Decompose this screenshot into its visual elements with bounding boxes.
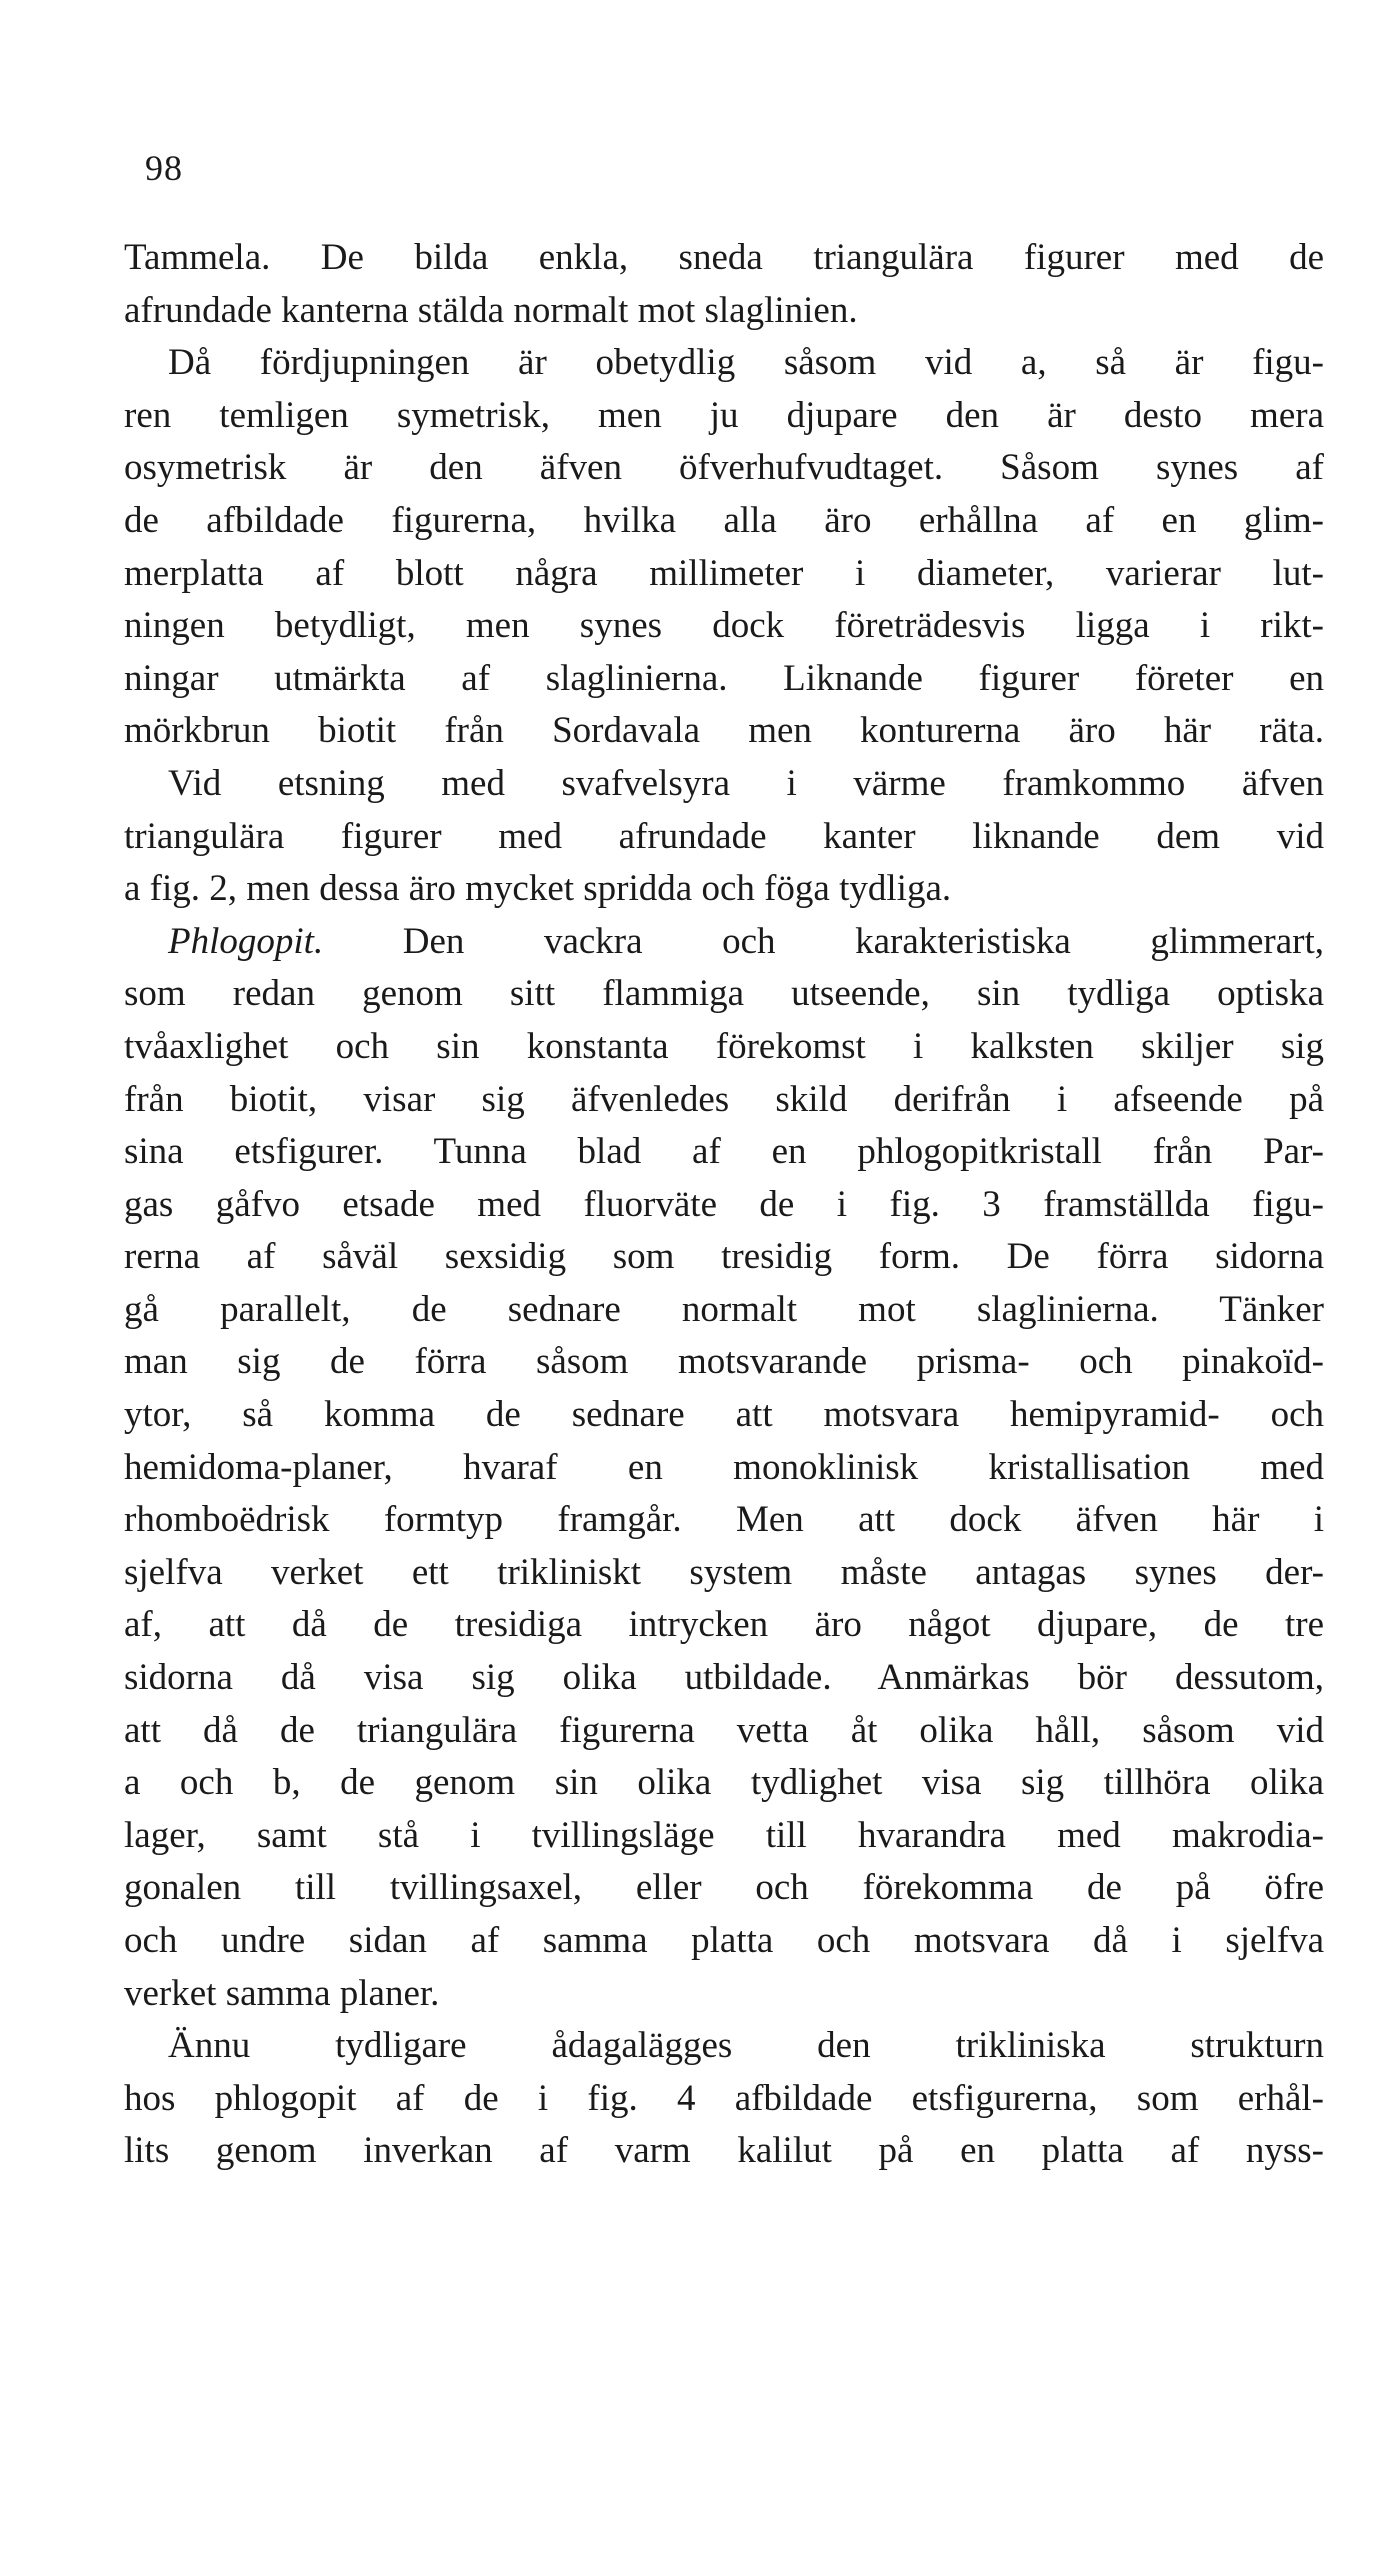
text-line: ningen betydligt, men synes dock företrädesvis ligga i rikt- <box>124 605 1324 647</box>
text-line: sina etsfigurer. Tunna blad af en phlogopitkristall från Par- <box>124 1131 1324 1173</box>
text-line: rerna af såväl sexsidig som tresidig form. De förra sidorna <box>124 1236 1324 1278</box>
text-line: merplatta af blott några millimeter i diameter, varierar lut- <box>124 552 1324 594</box>
text-line: lits genom inverkan af varm kalilut på en platta af nyss- <box>124 2130 1324 2172</box>
text-line: Tammela. De bilda enkla, sneda triangulära figurer med de <box>124 237 1324 278</box>
text-line: Då fördjupningen är obetydlig såsom vid a, så är figu- <box>168 342 1324 384</box>
italic-term: Phlogopit. <box>168 920 324 962</box>
text-line: a och b, de genom sin olika tydlighet visa sig tillhöra olika <box>124 1762 1324 1804</box>
text-line: tvåaxlighet och sin konstanta förekomst i kalksten skiljer sig <box>124 1025 1324 1067</box>
text-line <box>124 916 1324 969</box>
text-line: hos phlogopit af de i fig. 4 afbildade etsfigurerna, som erhål- <box>124 2077 1324 2119</box>
text-line: att då de triangulära figurerna vetta åt olika håll, såsom vid <box>124 1709 1324 1751</box>
text-line: lager, samt stå i tvillingsläge till hvarandra med makrodia- <box>124 1814 1324 1856</box>
text-line: Ännu tydligare ådagalägges den trikliniska strukturn <box>168 2025 1324 2067</box>
text-line-rest: Den vackra och karakteristiska glimmerart, <box>402 920 1325 962</box>
text-line: verket samma planer. <box>124 1972 440 2014</box>
text-line: triangulära figurer med afrundade kanter liknande dem vid <box>124 815 1324 857</box>
text-line: rhomboëdrisk formtyp framgår. Men att dock äfven här i <box>124 1499 1324 1541</box>
text-line: ren temligen symetrisk, men ju djupare den är desto mera <box>124 394 1324 436</box>
text-line: gas gåfvo etsade med fluorväte de i fig. 3 framställda figu- <box>124 1183 1324 1225</box>
text-line: ningar utmärkta af slaglinierna. Liknande figurer företer en <box>124 657 1324 699</box>
text-line: osymetrisk är den äfven öfverhufvudtaget. Såsom synes af <box>124 447 1324 489</box>
body-text <box>124 232 1324 2178</box>
text-line: Vid etsning med svafvelsyra i värme framkommo äfven <box>168 762 1324 804</box>
text-line: a fig. 2, men dessa äro mycket spridda och föga tydliga. <box>124 868 952 910</box>
text-line: ytor, så komma de sednare att motsvara hemipyramid- och <box>124 1394 1324 1436</box>
text-line: från biotit, visar sig äfvenledes skild derifrån i afseende på <box>124 1078 1324 1120</box>
text-line: de afbildade figurerna, hvilka alla äro erhållna af en glim- <box>124 499 1324 541</box>
text-line: man sig de förra såsom motsvarande prisma- och pinakoïd- <box>124 1341 1324 1383</box>
text-line: som redan genom sitt flammiga utseende, sin tydliga optiska <box>124 973 1324 1015</box>
text-line: mörkbrun biotit från Sordavala men konturerna äro här räta. <box>124 710 1324 752</box>
text-line: afrundade kanterna stälda normalt mot slaglinien. <box>124 289 858 331</box>
text-line: gå parallelt, de sednare normalt mot slaglinierna. Tänker <box>124 1288 1324 1330</box>
text-line: sidorna då visa sig olika utbildade. Anmärkas bör dessutom, <box>124 1657 1324 1699</box>
text-line: hemidoma-planer, hvaraf en monoklinisk kristallisation med <box>124 1446 1324 1488</box>
page-number: 98 <box>145 148 183 188</box>
text-line: gonalen till tvillingsaxel, eller och förekomma de på öfre <box>124 1867 1324 1909</box>
text-line: och undre sidan af samma platta och motsvara då i sjelfva <box>124 1920 1324 1961</box>
text-line: af, att då de tresidiga intrycken äro något djupare, de tre <box>124 1604 1324 1646</box>
text-line: sjelfva verket ett trikliniskt system måste antagas synes der- <box>124 1551 1324 1593</box>
